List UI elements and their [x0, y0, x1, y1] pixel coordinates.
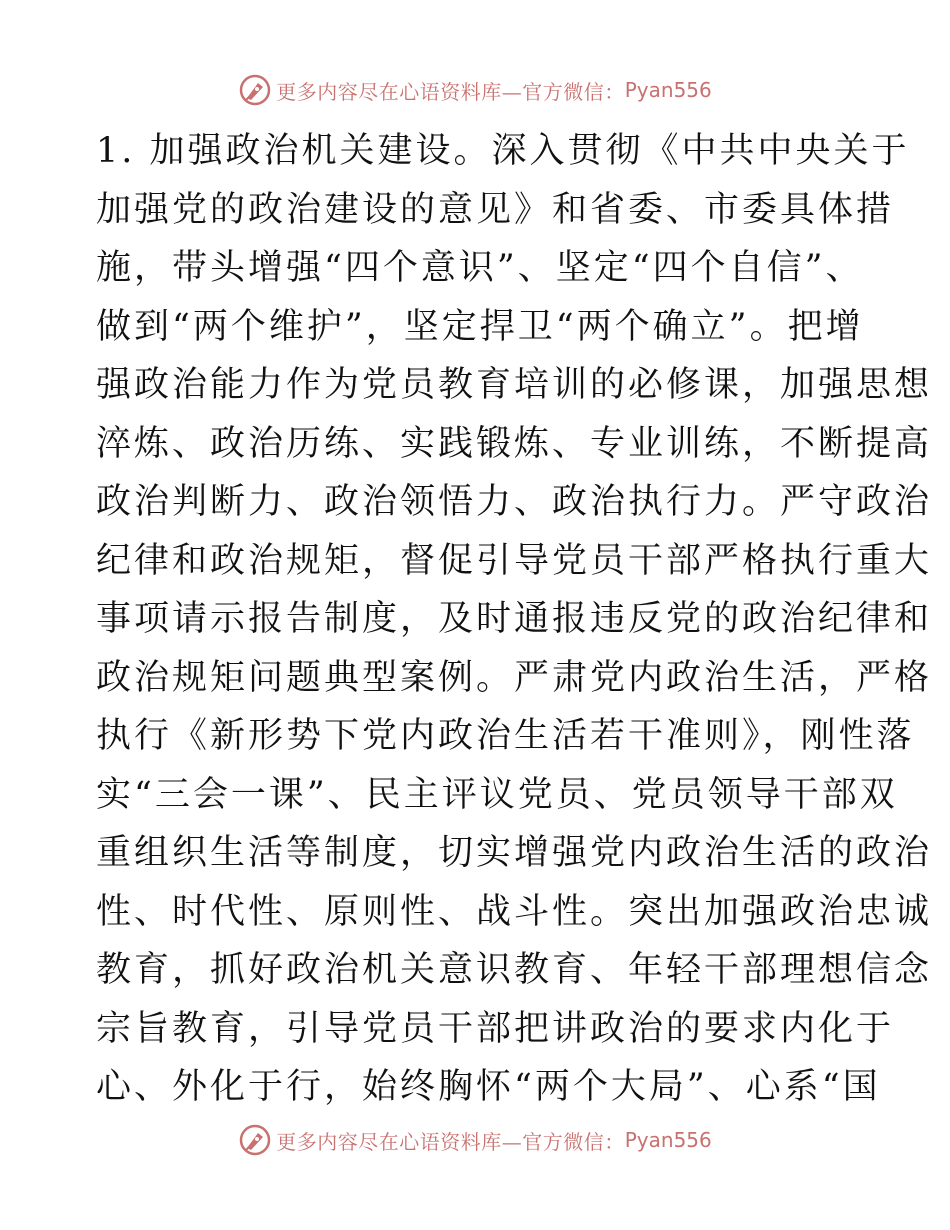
- text-line: 政治判断力、政治领悟力、政治执行力。严守政治: [96, 482, 933, 522]
- watermark-text: 更多内容尽在心语资料库—官方微信：: [276, 1129, 625, 1154]
- text-line: 做到“两个维护”，坚定捍卫“两个确立”。把增: [96, 306, 864, 347]
- text-line: 纪律和政治规矩，督促引导党员干部严格执行重大: [96, 540, 933, 581]
- watermark-account: Pyan556: [624, 78, 712, 102]
- text-line: 1. 加强政治机关建设。深入贯彻《中共中央关于: [96, 131, 910, 171]
- text-line: 淬炼、政治历练、实践锻炼、专业训练，不断提高: [96, 423, 933, 464]
- watermark-text: 更多内容尽在心语资料库—官方微信：: [276, 79, 625, 104]
- text-line: 施，带头增强“四个意识”、坚定“四个自信”、: [96, 248, 864, 288]
- text-line: 实“三会一课”、民主评议党员、党员领导干部双: [96, 774, 898, 815]
- text-line: 政治规矩问题典型案例。严肃党内政治生活，严格: [96, 657, 933, 698]
- text-line: 心、外化于行，始终胸怀“两个大局”、心系“国: [96, 1067, 881, 1107]
- text-line: 加强党的政治建设的意见》和省委、市委具体措: [96, 189, 895, 230]
- document-body: [96, 122, 933, 1117]
- header-watermark: [0, 70, 950, 110]
- text-line: 性、时代性、原则性、战斗性。突出加强政治忠诚: [96, 891, 933, 932]
- watermark-account: Pyan556: [624, 1128, 712, 1152]
- text-line: 重组织生活等制度，切实增强党内政治生活的政治: [96, 833, 933, 873]
- pen-nib-logo-icon: [238, 1123, 272, 1157]
- text-line: 事项请示报告制度，及时通报违反党的政治纪律和: [96, 599, 933, 639]
- text-line: 宗旨教育，引导党员干部把讲政治的要求内化于: [96, 1008, 895, 1049]
- text-line: 执行《新形势下党内政治生活若干准则》，刚性落: [96, 716, 915, 756]
- text-line: 强政治能力作为党员教育培训的必修课，加强思想: [96, 365, 933, 405]
- pen-nib-logo-icon: [238, 73, 272, 107]
- text-line: 教育，抓好政治机关意识教育、年轻干部理想信念: [96, 950, 933, 990]
- footer-watermark: [0, 1120, 950, 1160]
